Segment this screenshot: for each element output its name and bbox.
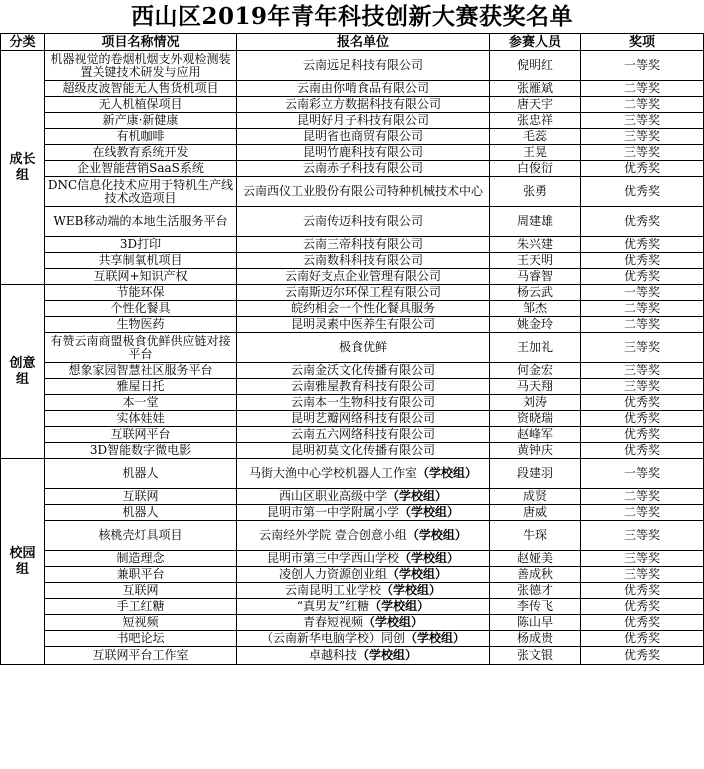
unit-name: 昆明好月子科技有限公司 — [296, 113, 429, 127]
award-cell: 优秀奖 — [581, 583, 704, 599]
unit-name: 昆明竹鹿科技有限公司 — [302, 145, 423, 159]
people-cell: 王晃 — [490, 145, 581, 161]
table-row — [1, 443, 704, 459]
project-cell: 3D智能数字微电影 — [45, 443, 237, 459]
table-row — [1, 97, 704, 113]
unit-name: 云南数科科技有限公司 — [302, 253, 423, 267]
header-unit: 报名单位 — [237, 34, 490, 51]
table-row — [1, 379, 704, 395]
award-cell: 三等奖 — [581, 521, 704, 551]
unit-cell — [237, 379, 490, 395]
award-cell: 三等奖 — [581, 363, 704, 379]
project-cell: 共享制氧机项目 — [45, 253, 237, 269]
project-cell: 想象家园智慧社区服务平台 — [45, 363, 237, 379]
award-cell: 优秀奖 — [581, 253, 704, 269]
table-row — [1, 145, 704, 161]
people-cell: 何金宏 — [490, 363, 581, 379]
unit-name: 云南远足科技有限公司 — [302, 58, 423, 72]
table-row — [1, 427, 704, 443]
award-cell: 三等奖 — [581, 551, 704, 567]
unit-cell — [237, 647, 490, 665]
project-cell: 互联网 — [45, 489, 237, 505]
unit-cell — [237, 253, 490, 269]
people-cell: 白俊衍 — [490, 161, 581, 177]
award-cell: 二等奖 — [581, 489, 704, 505]
project-cell: 机器人 — [45, 459, 237, 489]
unit-cell — [237, 631, 490, 647]
people-cell: 赵峰军 — [490, 427, 581, 443]
people-cell: 王加礼 — [490, 333, 581, 363]
award-cell: 优秀奖 — [581, 395, 704, 411]
award-cell: 一等奖 — [581, 51, 704, 81]
unit-name: 昆明初莫文化传播有限公司 — [290, 443, 435, 457]
people-cell: 赵娅美 — [490, 551, 581, 567]
unit-cell — [237, 51, 490, 81]
people-cell: 朱兴建 — [490, 237, 581, 253]
unit-name: 云南五六网络科技有限公司 — [290, 427, 435, 441]
table-row — [1, 363, 704, 379]
header-award: 奖项 — [581, 34, 704, 51]
award-table — [0, 33, 704, 665]
project-cell: 本一堂 — [45, 395, 237, 411]
project-cell: 雅屋日托 — [45, 379, 237, 395]
unit-name: 云南雅屋教育科技有限公司 — [290, 379, 435, 393]
unit-name: 青春短视频 — [302, 615, 363, 629]
award-cell: 优秀奖 — [581, 207, 704, 237]
unit-name: 云南本一生物科技有限公司 — [290, 395, 435, 409]
project-cell: 互联网平台 — [45, 427, 237, 443]
people-cell: 倪明红 — [490, 51, 581, 81]
award-cell: 优秀奖 — [581, 161, 704, 177]
people-cell: 资晓瑞 — [490, 411, 581, 427]
table-row — [1, 237, 704, 253]
unit-cell — [237, 363, 490, 379]
school-group-tag: （学校组） — [387, 489, 448, 503]
people-cell: 杨云武 — [490, 285, 581, 301]
unit-name: 昆明省也商贸有限公司 — [302, 129, 423, 143]
project-cell: 机器视觉的卷烟机烟支外观检测装置关键技术研发与应用 — [45, 51, 237, 81]
table-row — [1, 285, 704, 301]
unit-name: 卓越科技 — [308, 648, 357, 662]
table-row — [1, 253, 704, 269]
unit-cell — [237, 459, 490, 489]
school-group-tag: （学校组） — [417, 466, 478, 480]
unit-cell — [237, 489, 490, 505]
school-group-tag: （学校组） — [406, 528, 467, 542]
page-title: 西山区2019年青年科技创新大赛获奖名单 — [130, 3, 573, 30]
table-row — [1, 317, 704, 333]
people-cell: 善成秋 — [490, 567, 581, 583]
unit-cell — [237, 521, 490, 551]
header-people: 参赛人员 — [490, 34, 581, 51]
school-group-tag: （学校组） — [363, 615, 424, 629]
project-cell: 节能环保 — [45, 285, 237, 301]
unit-cell — [237, 317, 490, 333]
project-cell: WEB移动端的本地生活服务平台 — [45, 207, 237, 237]
project-cell: 在线教育系统开发 — [45, 145, 237, 161]
unit-name: 云南好支点企业管理有限公司 — [284, 269, 441, 283]
award-cell: 二等奖 — [581, 301, 704, 317]
header-category: 分类 — [1, 34, 45, 51]
table-row — [1, 631, 704, 647]
table-row — [1, 81, 704, 97]
unit-name: （云南新华电脑学校）同创 — [260, 631, 405, 645]
table-row — [1, 615, 704, 631]
people-cell: 张勇 — [490, 177, 581, 207]
people-cell: 马天翔 — [490, 379, 581, 395]
unit-name: 西山区职业高级中学 — [278, 489, 387, 503]
unit-cell — [237, 567, 490, 583]
award-cell: 三等奖 — [581, 145, 704, 161]
table-row — [1, 567, 704, 583]
table-row — [1, 583, 704, 599]
award-cell: 二等奖 — [581, 505, 704, 521]
award-cell: 二等奖 — [581, 317, 704, 333]
award-cell: 优秀奖 — [581, 443, 704, 459]
header-project: 项目名称情况 — [45, 34, 237, 51]
unit-name: 皖约相会一个性化餐具服务 — [290, 301, 435, 315]
award-cell: 三等奖 — [581, 129, 704, 145]
table-header-row — [1, 34, 704, 51]
project-cell: 企业智能营销SaaS系统 — [45, 161, 237, 177]
project-cell: 兼职平台 — [45, 567, 237, 583]
unit-name: 云南金沃文化传播有限公司 — [290, 363, 435, 377]
project-cell: 超级皮波智能无人售货机项目 — [45, 81, 237, 97]
unit-cell — [237, 237, 490, 253]
unit-cell — [237, 207, 490, 237]
project-cell: 生物医药 — [45, 317, 237, 333]
project-cell: 核桃壳灯具项目 — [45, 521, 237, 551]
unit-cell — [237, 269, 490, 285]
project-cell: 个性化餐具 — [45, 301, 237, 317]
project-cell: 书吧论坛 — [45, 631, 237, 647]
project-cell: 互联网+知识产权 — [45, 269, 237, 285]
project-cell: 互联网 — [45, 583, 237, 599]
project-cell: 实体娃娃 — [45, 411, 237, 427]
people-cell: 张雁斌 — [490, 81, 581, 97]
unit-name: 凌创人力资源创业组 — [278, 567, 387, 581]
table-row — [1, 505, 704, 521]
project-cell: 3D打印 — [45, 237, 237, 253]
people-cell: 陈山早 — [490, 615, 581, 631]
school-group-tag: （学校组） — [399, 505, 460, 519]
project-cell: 新产康·新健康 — [45, 113, 237, 129]
table-row — [1, 411, 704, 427]
table-row — [1, 113, 704, 129]
unit-cell — [237, 615, 490, 631]
award-cell: 优秀奖 — [581, 427, 704, 443]
unit-cell — [237, 301, 490, 317]
people-cell: 唐天宇 — [490, 97, 581, 113]
unit-name: 昆明市第三中学西山学校 — [266, 551, 399, 565]
school-group-tag: （学校组） — [405, 631, 466, 645]
unit-cell — [237, 161, 490, 177]
people-cell: 毛蕊 — [490, 129, 581, 145]
unit-cell — [237, 411, 490, 427]
unit-name: 昆明艺瓣网络科技有限公司 — [290, 411, 435, 425]
category-label: 校园组 — [9, 545, 36, 577]
unit-cell — [237, 145, 490, 161]
people-cell: 周建雄 — [490, 207, 581, 237]
people-cell: 姚金玲 — [490, 317, 581, 333]
unit-cell — [237, 427, 490, 443]
award-cell: 优秀奖 — [581, 599, 704, 615]
table-row — [1, 51, 704, 81]
category-label: 成长组 — [9, 151, 36, 183]
project-cell: 制造理念 — [45, 551, 237, 567]
unit-cell — [237, 285, 490, 301]
unit-name: 云南斯迈尔环保工程有限公司 — [284, 285, 441, 299]
table-row — [1, 459, 704, 489]
school-group-tag: （学校组） — [399, 551, 460, 565]
project-cell: 短视频 — [45, 615, 237, 631]
table-row — [1, 599, 704, 615]
table-row — [1, 161, 704, 177]
award-cell: 三等奖 — [581, 379, 704, 395]
unit-name: 昆明灵素中医养生有限公司 — [290, 317, 435, 331]
people-cell: 成贤 — [490, 489, 581, 505]
table-row — [1, 301, 704, 317]
unit-name: 云南传迈科技有限公司 — [302, 214, 423, 228]
unit-name: 云南昆明工业学校 — [284, 583, 381, 597]
unit-cell — [237, 599, 490, 615]
school-group-tag: （学校组） — [357, 648, 418, 662]
unit-cell — [237, 129, 490, 145]
unit-name: 云南彩立方数据科技有限公司 — [284, 97, 441, 111]
award-cell: 三等奖 — [581, 567, 704, 583]
award-cell: 二等奖 — [581, 81, 704, 97]
unit-name: “真男友”红糖 — [296, 599, 370, 613]
people-cell: 张忠祥 — [490, 113, 581, 129]
table-row — [1, 489, 704, 505]
award-cell: 一等奖 — [581, 459, 704, 489]
unit-name: 云南由你啃食品有限公司 — [296, 81, 429, 95]
category-cell — [1, 285, 45, 459]
unit-cell — [237, 97, 490, 113]
unit-cell — [237, 81, 490, 97]
table-body — [1, 51, 704, 665]
table-row — [1, 129, 704, 145]
category-cell — [1, 459, 45, 665]
table-row — [1, 333, 704, 363]
project-cell: 机器人 — [45, 505, 237, 521]
project-cell: 有赞云南商盟极食优鲜供应链对接平台 — [45, 333, 237, 363]
unit-name: 云南经外学院 壹合创意小组 — [259, 528, 407, 542]
people-cell: 王天明 — [490, 253, 581, 269]
award-cell: 三等奖 — [581, 333, 704, 363]
school-group-tag: （学校组） — [369, 599, 430, 613]
school-group-tag: （学校组） — [387, 567, 448, 581]
unit-name: 马街大渔中心学校机器人工作室 — [248, 466, 417, 480]
award-cell: 优秀奖 — [581, 269, 704, 285]
people-cell: 杨成贵 — [490, 631, 581, 647]
people-cell: 段建羽 — [490, 459, 581, 489]
unit-cell — [237, 177, 490, 207]
people-cell: 马睿智 — [490, 269, 581, 285]
table-row — [1, 521, 704, 551]
table-row — [1, 551, 704, 567]
people-cell: 邹杰 — [490, 301, 581, 317]
people-cell: 张文银 — [490, 647, 581, 665]
unit-name: 云南西仪工业股份有限公司特种机械技术中心 — [242, 184, 483, 198]
people-cell: 黄钟庆 — [490, 443, 581, 459]
award-cell: 优秀奖 — [581, 411, 704, 427]
people-cell: 唐威 — [490, 505, 581, 521]
unit-cell — [237, 395, 490, 411]
project-cell: 无人机植保项目 — [45, 97, 237, 113]
unit-cell — [237, 583, 490, 599]
award-cell: 优秀奖 — [581, 615, 704, 631]
project-cell: 有机咖啡 — [45, 129, 237, 145]
project-cell: 互联网平台工作室 — [45, 647, 237, 665]
award-cell: 一等奖 — [581, 285, 704, 301]
people-cell: 牛琛 — [490, 521, 581, 551]
people-cell: 李传飞 — [490, 599, 581, 615]
table-row — [1, 177, 704, 207]
award-cell: 三等奖 — [581, 113, 704, 129]
unit-name: 极食优鲜 — [338, 340, 387, 354]
award-cell: 优秀奖 — [581, 237, 704, 253]
school-group-tag: （学校组） — [381, 583, 442, 597]
category-cell — [1, 51, 45, 285]
table-row — [1, 395, 704, 411]
award-cell: 二等奖 — [581, 97, 704, 113]
table-row — [1, 647, 704, 665]
unit-cell — [237, 505, 490, 521]
project-cell: 手工红糖 — [45, 599, 237, 615]
unit-cell — [237, 551, 490, 567]
unit-name: 云南三帝科技有限公司 — [302, 237, 423, 251]
unit-name: 云南赤子科技有限公司 — [302, 161, 423, 175]
unit-name: 昆明市第一中学附属小学 — [266, 505, 399, 519]
unit-cell — [237, 113, 490, 129]
award-cell: 优秀奖 — [581, 177, 704, 207]
category-label: 创意组 — [9, 355, 36, 387]
people-cell: 张德才 — [490, 583, 581, 599]
unit-cell — [237, 443, 490, 459]
table-row — [1, 269, 704, 285]
award-cell: 优秀奖 — [581, 647, 704, 665]
award-cell: 优秀奖 — [581, 631, 704, 647]
project-cell: DNC信息化技术应用于特机生产线技术改造项目 — [45, 177, 237, 207]
people-cell: 刘涛 — [490, 395, 581, 411]
table-row — [1, 207, 704, 237]
unit-cell — [237, 333, 490, 363]
